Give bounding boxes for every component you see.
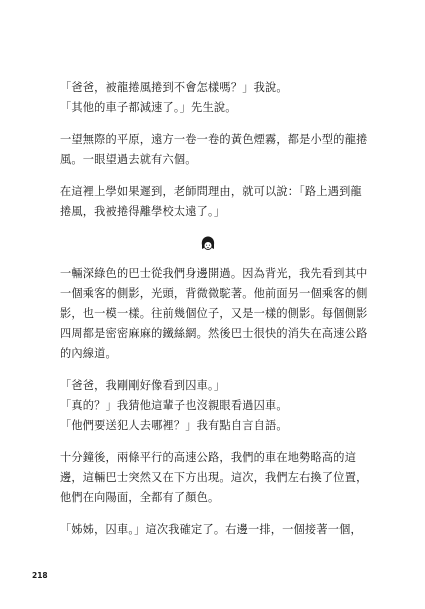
text-line: 「真的？」我猜他這輩子也沒親眼看過囚車。 <box>60 399 288 412</box>
text-line: 一望無際的平原，遠方一卷一卷的黃色煙霧，都是小型的龍捲 <box>60 133 368 146</box>
text-line: 一個乘客的側影，光頭，背微微駝著。他前面另一個乘客的側 <box>60 287 368 300</box>
text-line: 十分鐘後，兩條平行的高速公路，我們的車在地勢略高的這 <box>60 451 357 464</box>
text-line: 邊，這輛巴士突然又在下方出現。這次，我們左右換了位置， <box>60 471 368 484</box>
text-line: 「姊姊，囚車。」這次我確定了。右邊一排，一個接著一個， <box>60 523 362 536</box>
text-line: 影，也一模一樣。往前幾個位子，又是一樣的側影。每個側影 <box>60 307 368 320</box>
text-line: 「他們要送犯人去哪裡？」我有點自言自語。 <box>60 419 288 432</box>
text-line: 在這裡上學如果遲到，老師問理由，就可以說：「路上遇到龍 <box>60 185 362 198</box>
text-line: 他們在向陽面，全都有了顏色。 <box>60 491 220 504</box>
text-line: 「其他的車子都減速了。」先生說。 <box>60 101 237 114</box>
text-line: 風。一眼望過去就有六個。 <box>60 153 197 166</box>
page-number: 218 <box>32 571 48 580</box>
text-line: 「爸爸，我剛剛好像看到囚車。」 <box>60 379 226 392</box>
text-line: 捲風，我被捲得離學校太遠了。」 <box>60 205 226 218</box>
text-line: 一輛深綠色的巴士從我們身邊開過。因為背光，我先看到其中 <box>60 267 368 280</box>
text-line: 「爸爸，被龍捲風捲到不會怎樣嗎？」我說。 <box>60 81 288 94</box>
girl-face-icon <box>199 235 217 253</box>
text-line: 四周都是密密麻麻的鐵絲網。然後巴士很快的消失在高速公路 <box>60 327 368 340</box>
text-line: 的內線道。 <box>60 347 117 360</box>
